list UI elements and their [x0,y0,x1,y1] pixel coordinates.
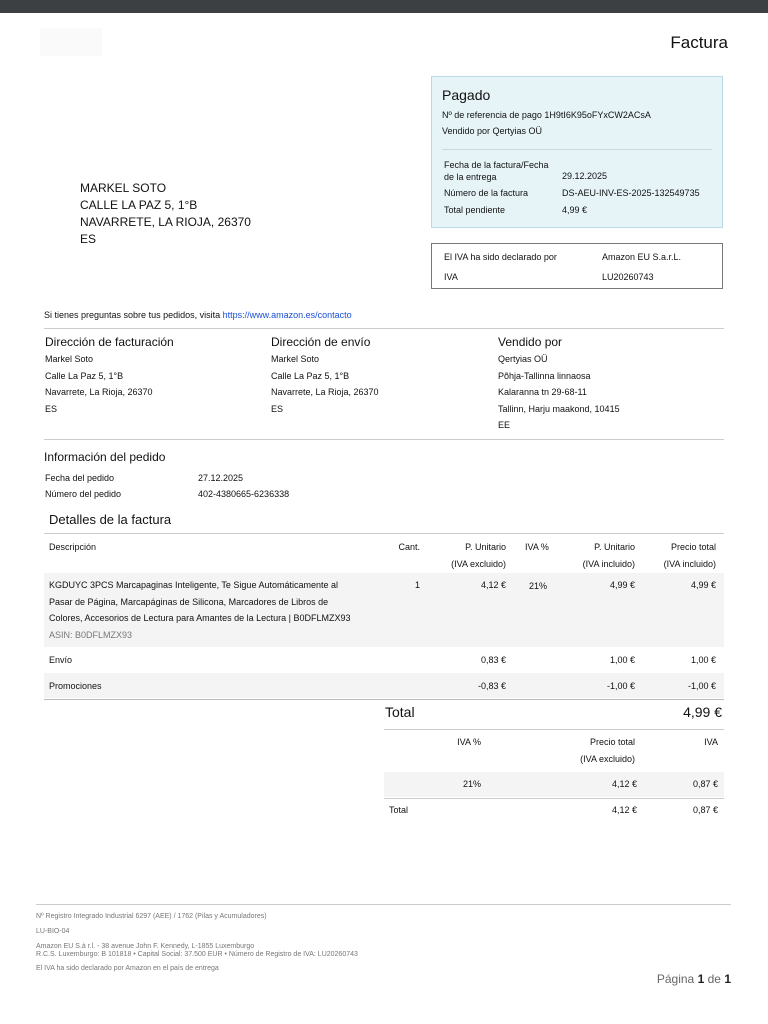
divider [44,439,724,440]
total-value: 4,99 € [683,704,722,720]
item-vat: 21% [529,581,548,591]
shipping-unit-incl: 1,00 € [609,655,635,665]
customer-street: CALLE LA PAZ 5, 1°B [80,198,198,212]
billing-address [45,335,174,417]
shipping-heading: Dirección de envío [271,335,371,349]
top-bar [0,0,768,13]
page-current: 1 [697,972,705,986]
vat-number: LU20260743 [602,272,654,282]
summary-total-label: Total [389,805,409,815]
seller-line: Qertyias OÜ [498,354,548,364]
item-description: KGDUYC 3PCS Marcapaginas Inteligente, Te Sigue Automáticamente al Pasar de Página, Marcapáginas de Silicona, Marcadores de Libros de Colores, Accesorios de Lectura para Amantes de la Lectura | B0DFLMZX93 ASIN: B0DFLMZX93 [49,577,379,643]
footer-company-address: Amazon EU S.à r.l. - 38 avenue John F. Kennedy, L-1855 Luxemburgo [36,943,255,950]
payment-reference: Nº de referencia de pago 1H9tI6K95oFYxCW2ACsA [442,110,651,120]
summary-row-vat: 21% [462,779,481,789]
order-info-heading: Información del pedido [44,450,166,464]
shipping-total-incl: 1,00 € [690,655,716,665]
contact-link[interactable]: https://www.amazon.es/contacto [222,310,352,320]
item-total-incl: 4,99 € [690,580,716,590]
divider [384,798,724,799]
divider [384,729,724,730]
summary-header-iva: IVA [704,737,718,747]
page-total: 1 [724,972,731,986]
promotions-unit-incl: -1,00 € [606,681,635,691]
footer-registry: Nº Registro Integrado Industrial 6297 (AEE) / 1762 (Pilas y Acumuladores) [36,913,267,920]
column-header-description: Descripción [49,542,97,552]
divider [44,699,724,700]
footer-divider [36,904,731,905]
invoice-number-value: DS-AEU-INV-ES-2025-132549735 [562,188,700,198]
summary-row-total: 4,12 € [611,779,637,789]
seller-line: Tallinn, Harju maakond, 10415 [498,403,620,414]
seller-heading: Vendido por [498,335,563,349]
payment-seller: Vendido por Qertyias OÜ [442,126,543,136]
promotions-label: Promociones [49,681,102,691]
seller-address [498,335,620,434]
summary-row-iva: 0,87 € [692,779,718,789]
seller-line: Kalaranna tn 29-68-11 [498,387,587,397]
shipping-line: Markel Soto [271,354,320,364]
shipping-line: ES [271,403,284,414]
column-header-total-incl: Precio total (IVA incluido) [663,542,716,569]
customer-name: MARKEL SOTO [80,181,167,195]
footer-bio-code: LU-BIO-04 [36,928,70,935]
invoice-details-heading: Detalles de la factura [49,512,172,527]
shipping-unit-excl: 0,83 € [480,655,506,665]
page-number: Página 1 de 1 [656,972,731,986]
divider [442,149,712,150]
order-date-label: Fecha del pedido [45,473,115,483]
vat-declaration-box [431,243,723,289]
billing-line: Navarrete, La Rioja, 26370 [45,387,153,397]
summary-total-value: 4,12 € [611,805,637,815]
shipping-line: Navarrete, La Rioja, 26370 [271,387,379,397]
contact-question [44,310,352,320]
amount-due-value: 4,99 € [562,205,588,215]
seller-line: EE [498,420,511,430]
vat-label: IVA [444,272,458,282]
shipping-label: Envío [49,655,73,665]
column-header-vat: IVA % [525,542,549,552]
summary-header-total: Precio total (IVA excluido) [580,737,635,764]
promotions-unit-excl: -0,83 € [477,681,506,691]
vat-declarer: Amazon EU S.a.r.L. [602,252,682,262]
summary-header-vat: IVA % [457,737,481,747]
order-date-value: 27.12.2025 [198,473,244,483]
footer-vat-note: El IVA ha sido declarado por Amazon en el país de entrega [36,965,219,972]
column-header-unit-incl: P. Unitario (IVA incluido) [582,542,635,569]
logo [40,28,102,56]
column-header-unit-excl: P. Unitario (IVA excluido) [451,542,506,569]
item-unit-excl: 4,12 € [480,580,506,590]
divider [44,533,724,534]
payment-status: Pagado [442,87,491,103]
divider [44,328,724,329]
billing-line: Markel Soto [45,354,94,364]
customer-address [80,180,251,248]
seller-line: Põhja-Tallinna linnaosa [498,370,591,381]
summary-total-iva: 0,87 € [692,805,718,815]
document-title: Factura [670,33,728,52]
column-header-quantity: Cant. [398,542,420,552]
payment-status-box [431,76,723,228]
promotions-total-incl: -1,00 € [687,681,716,691]
customer-city: NAVARRETE, LA RIOJA, 26370 [80,215,251,229]
vat-declared-label: El IVA ha sido declarado por [444,252,557,262]
footer-company-registration: R.C.S. Luxemburgo: B 101818 • Capital Social: 37.500 EUR • Número de Registro de IVA: LU20260743 [36,951,358,958]
billing-line: ES [45,403,58,414]
item-quantity: 1 [414,580,420,590]
shipping-line: Calle La Paz 5, 1°B [271,370,350,381]
billing-line: Calle La Paz 5, 1°B [45,370,124,381]
amount-due-label: Total pendiente [444,205,506,215]
contact-text: Si tienes preguntas sobre tus pedidos, visita [44,310,221,320]
total-label: Total [385,704,415,720]
invoice-date-label: Fecha de la factura/Fecha de la entrega [444,160,549,182]
order-number-label: Número del pedido [45,489,122,499]
shipping-address [271,335,379,417]
invoice-number-label: Número de la factura [444,188,529,198]
item-unit-incl: 4,99 € [609,580,635,590]
item-asin: ASIN: B0DFLMZX93 [49,629,133,640]
invoice-date-value: 29.12.2025 [562,171,608,181]
order-number-value: 402-4380665-6236338 [198,489,290,499]
customer-country: ES [80,232,97,246]
billing-heading: Dirección de facturación [45,335,174,349]
